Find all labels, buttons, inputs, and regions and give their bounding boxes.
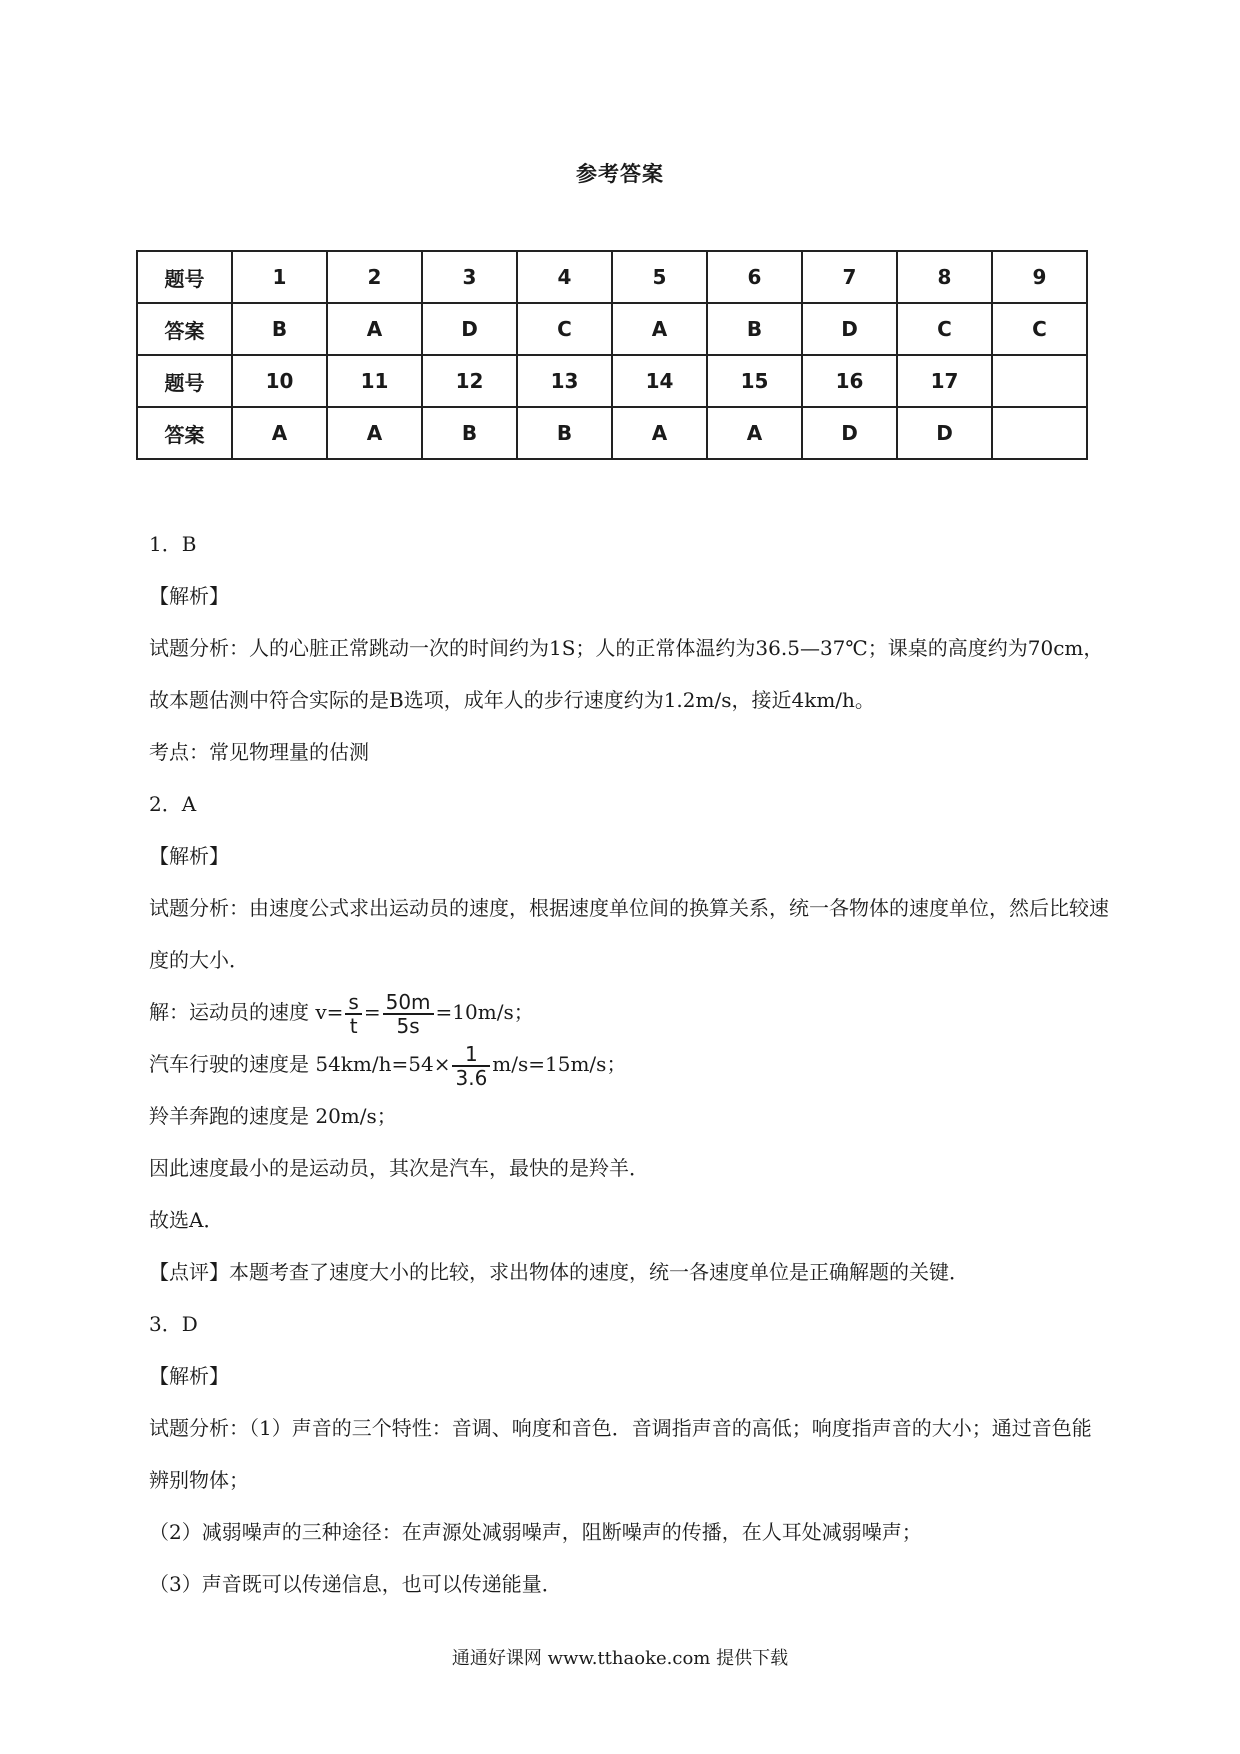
answer-table-cell: A <box>612 303 707 355</box>
q1-heading: 1．B <box>149 532 197 556</box>
answer-table-cell: B <box>422 407 517 459</box>
answer-table-cell: 5 <box>612 251 707 303</box>
answer-explanations <box>149 518 1109 1610</box>
answer-table-cell: C <box>897 303 992 355</box>
fraction-one-over-three-point-six <box>452 1043 490 1089</box>
answer-table-cell: 7 <box>802 251 897 303</box>
fraction-numerator: s <box>345 991 361 1015</box>
answer-table-cell <box>992 407 1087 459</box>
answer-table-row <box>137 407 1087 459</box>
answer-table-cell: 17 <box>897 355 992 407</box>
q2-antelope-speed: 羚羊奔跑的速度是 20m/s； <box>149 1104 397 1128</box>
answer-table-cell: 14 <box>612 355 707 407</box>
answer-table-cell: B <box>232 303 327 355</box>
q3-heading: 3．D <box>149 1312 198 1336</box>
answer-table-cell: A <box>327 407 422 459</box>
q2-analysis-label: 【解析】 <box>149 844 229 868</box>
answer-table-row <box>137 251 1087 303</box>
answer-table-header-cell: 题号 <box>137 251 232 303</box>
q2-car-suffix: m/s=15m/s； <box>492 1052 627 1076</box>
answer-table-row <box>137 355 1087 407</box>
q3-noise-reduction: （2）减弱噪声的三种途径：在声源处减弱噪声，阻断噪声的传播，在人耳处减弱噪声； <box>149 1520 922 1544</box>
q1-key-point: 考点：常见物理量的估测 <box>149 740 369 764</box>
q2-comment: 【点评】本题考查了速度大小的比较，求出物体的速度，统一各速度单位是正确解题的关键． <box>149 1260 969 1284</box>
q2-car-prefix: 汽车行驶的速度是 54km/h=54× <box>149 1052 451 1076</box>
fraction-numerator: 1 <box>452 1043 490 1067</box>
fraction-denominator: 3.6 <box>455 1065 488 1090</box>
q2-conclusion: 因此速度最小的是运动员，其次是汽车，最快的是羚羊． <box>149 1156 649 1180</box>
answer-table-cell: 4 <box>517 251 612 303</box>
answer-table-header-cell: 答案 <box>137 407 232 459</box>
q2-athlete-suffix: =10m/s； <box>435 1000 534 1024</box>
answer-table-cell: 16 <box>802 355 897 407</box>
answer-table-cell: 9 <box>992 251 1087 303</box>
answer-table-cell: D <box>422 303 517 355</box>
answer-table-cell: D <box>802 407 897 459</box>
q2-athlete-speed <box>149 986 1109 1038</box>
q2-heading: 2．A <box>149 792 197 816</box>
page-title: 参考答案 <box>576 162 664 186</box>
answer-table-cell: A <box>612 407 707 459</box>
fraction-numerator: 50m <box>383 991 434 1015</box>
q2-choice: 故选A． <box>149 1208 224 1232</box>
answer-table-cell: 2 <box>327 251 422 303</box>
answer-table-cell: A <box>327 303 422 355</box>
q2-analysis-text: 试题分析：由速度公式求出运动员的速度，根据速度单位间的换算关系，统一各物体的速度单位，然后比较速度的大小． <box>149 896 1109 972</box>
answer-table-cell: 13 <box>517 355 612 407</box>
answer-table-cell: 8 <box>897 251 992 303</box>
q2-car-speed <box>149 1038 1109 1090</box>
answer-table-cell: 12 <box>422 355 517 407</box>
answer-table-cell: 1 <box>232 251 327 303</box>
answer-table-header-cell: 答案 <box>137 303 232 355</box>
answer-table-cell: D <box>802 303 897 355</box>
fraction-denominator: t <box>349 1013 358 1038</box>
answer-table-cell: 15 <box>707 355 802 407</box>
q3-analysis-text: 试题分析：（1）声音的三个特性：音调、响度和音色．音调指声音的高低；响度指声音的大小；通过音色能辨别物体； <box>149 1416 1092 1492</box>
fraction-distance-over-time <box>383 991 434 1037</box>
q1-analysis-text: 试题分析：人的心脏正常跳动一次的时间约为1S；人的正常体温约为36.5—37℃；课桌的高度约为70cm，故本题估测中符合实际的是B选项，成年人的步行速度约为1.2m/s，接近4km/h。 <box>149 636 1104 712</box>
answer-table-cell: A <box>232 407 327 459</box>
answer-table-cell: 3 <box>422 251 517 303</box>
page-footer: 通通好课网 www.tthaoke.com 提供下载 <box>451 1648 789 1669</box>
answer-table-cell: A <box>707 407 802 459</box>
fraction-s-over-t <box>345 991 361 1037</box>
answer-table-cell: 10 <box>232 355 327 407</box>
answer-table-cell <box>992 355 1087 407</box>
q1-analysis-label: 【解析】 <box>149 584 229 608</box>
q3-sound-energy: （3）声音既可以传递信息，也可以传递能量． <box>149 1572 562 1596</box>
answer-table-cell: C <box>517 303 612 355</box>
answer-table-header-cell: 题号 <box>137 355 232 407</box>
q2-athlete-prefix: 解：运动员的速度 v= <box>149 1000 344 1024</box>
equals-sign: = <box>363 1000 381 1024</box>
fraction-denominator: 5s <box>396 1013 420 1038</box>
answer-table <box>136 250 1088 460</box>
answer-table-cell: 6 <box>707 251 802 303</box>
answer-table-cell: B <box>517 407 612 459</box>
answer-table-cell: 11 <box>327 355 422 407</box>
q3-analysis-label: 【解析】 <box>149 1364 229 1388</box>
answer-table-row <box>137 303 1087 355</box>
answer-table-cell: B <box>707 303 802 355</box>
answer-table-cell: C <box>992 303 1087 355</box>
answer-table-cell: D <box>897 407 992 459</box>
